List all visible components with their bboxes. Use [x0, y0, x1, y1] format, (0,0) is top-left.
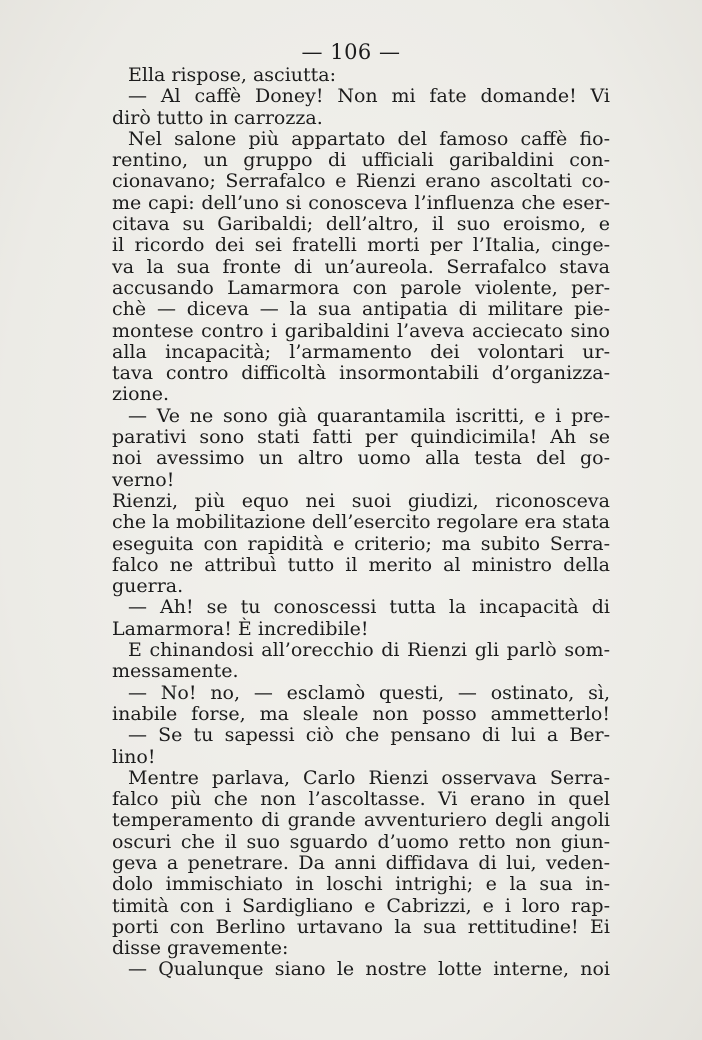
text-line: tava contro difficoltà insormontabili d’organizza- — [112, 362, 610, 385]
text-line: — Ve ne sono già quarantamila iscritti, e i pre- — [128, 404, 610, 427]
text-line: va la sua fronte di un’aureola. Serrafalco stava — [112, 255, 610, 278]
text-line: dirò tutto in carrozza. — [112, 106, 323, 129]
text-line: Ella rispose, asciutta: — [128, 64, 337, 86]
text-line: Nel salone più appartato del famoso caffè fio- — [128, 127, 610, 150]
text-line: falco più che non l’ascoltasse. Vi erano in quel — [112, 788, 610, 811]
body-text — [112, 65, 610, 981]
text-line: disse gravemente: — [112, 937, 289, 960]
text-line: citava su Garibaldi; dell’altro, il suo eroismo, e — [112, 213, 610, 236]
text-line: falco ne attribuì tutto il merito al ministro della — [112, 553, 610, 576]
text-line: — No! no, — esclamò questi, — ostinato, sì, — [128, 681, 610, 704]
text-line: verno! — [112, 468, 175, 491]
text-line: guerra. — [112, 575, 184, 598]
text-line: Mentre parlava, Carlo Rienzi osservava Serra- — [128, 766, 610, 789]
text-line: lino! — [112, 745, 156, 768]
text-line: timità con i Sardigliano e Cabrizzi, e i loro rap- — [112, 894, 610, 917]
text-line: il ricordo dei sei fratelli morti per l’Italia, cinge- — [112, 234, 610, 257]
text-line: — Qualunque siano le nostre lotte interne, noi — [128, 958, 610, 981]
text-line: alla incapacità; l’armamento dei volontari ur- — [112, 340, 610, 363]
text-line: temperamento di grande avventuriero degli angoli — [112, 809, 610, 832]
text-line: — Al caffè Doney! Non mi fate domande! Vi — [128, 85, 610, 108]
text-line: E chinandosi all’orecchio di Rienzi gli parlò som- — [128, 639, 610, 662]
text-line: noi avessimo un altro uomo alla testa del go- — [112, 447, 610, 470]
text-line: zione. — [112, 383, 170, 406]
text-line: Rienzi, più equo nei suoi giudizi, riconosceva — [112, 489, 610, 512]
text-line: chè — diceva — la sua antipatia di militare pie- — [112, 298, 610, 321]
text-line: porti con Berlino urtavano la sua rettitudine! Ei — [112, 915, 610, 938]
text-line: accusando Lamarmora con parole violente, per- — [112, 276, 610, 299]
text-line: — Ah! se tu conoscessi tutta la incapacità di — [128, 596, 610, 619]
text-line: dolo immischiato in loschi intrighi; e la sua in- — [112, 873, 610, 896]
text-line: rentino, un gruppo di ufficiali garibaldini con- — [112, 149, 610, 172]
text-line: inabile forse, ma sleale non posso ammetterlo! — [112, 702, 610, 725]
text-line: cionavano; Serrafalco e Rienzi erano ascoltati co- — [112, 170, 610, 193]
page-number: — 106 — — [301, 40, 401, 64]
text-line: che la mobilitazione dell’esercito regolare era stata — [112, 511, 610, 534]
text-line: oscuri che il suo sguardo d’uomo retto non giun- — [112, 830, 610, 853]
text-line: montese contro i garibaldini l’aveva acciecato sino — [112, 319, 610, 342]
text-line: Lamarmora! È incredibile! — [112, 617, 369, 640]
text-line: eseguita con rapidità e criterio; ma subito Serra- — [112, 532, 610, 555]
text-line: — Se tu sapessi ciò che pensano di lui a Ber- — [128, 724, 610, 747]
text-line: geva a penetrare. Da anni diffidava di lui, veden- — [112, 851, 610, 874]
text-line: messamente. — [112, 660, 239, 683]
text-line: me capi: dell’uno si conosceva l’influenza che eser- — [112, 191, 610, 214]
text-line: parativi sono stati fatti per quindicimila! Ah se — [112, 426, 610, 449]
